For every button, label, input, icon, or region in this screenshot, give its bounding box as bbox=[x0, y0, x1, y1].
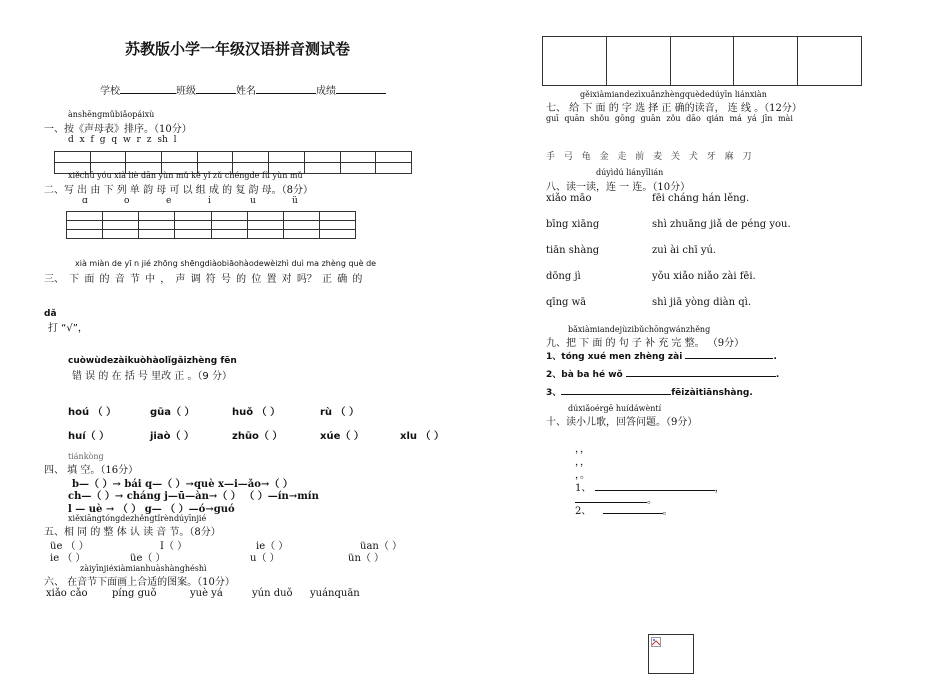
q6-words bbox=[46, 588, 370, 599]
q3-sub: 错 误 的 在 括 号 里改 正 。（9 分） bbox=[72, 371, 232, 382]
q3-item[interactable]: zhūo（ ） bbox=[232, 431, 283, 442]
q8-pinyin: dúyìdú liányīlián bbox=[596, 168, 664, 177]
q2-vowels bbox=[82, 196, 334, 206]
q1-pinyin: ànshēngmǔbiǎopáixù bbox=[68, 110, 155, 119]
q3-row1 bbox=[68, 403, 400, 418]
q6-word[interactable]: yún duǒ bbox=[252, 588, 293, 599]
q4-heading: 四、 填 空。（16分） bbox=[44, 465, 139, 476]
q1-heading: 一、按《声母表》排序。（10分） bbox=[44, 124, 192, 135]
q3-item[interactable]: jiaò（ ） bbox=[150, 431, 194, 442]
page-title: 苏教版小学一年级汉语拼音测试卷 bbox=[125, 40, 351, 58]
q10-poem-line-1: ，， bbox=[575, 444, 590, 455]
q10-answer-1-label: 1、 bbox=[575, 483, 592, 494]
vowel-e: e bbox=[166, 196, 172, 206]
q2-pinyin: xiěchū yóu xià liè dān yùn mǔ kě yǐ zǔ chéngde fù yùn mǔ bbox=[68, 171, 303, 180]
q10-answer-2: 2、 。 bbox=[575, 506, 673, 517]
q10-answer-1-cont: 。 bbox=[575, 491, 657, 506]
class-field[interactable] bbox=[196, 93, 236, 94]
q3-row2 bbox=[68, 427, 470, 442]
q5-item[interactable]: üe （ ） bbox=[50, 541, 89, 552]
q9-item-3-text: 3、 bbox=[546, 388, 562, 398]
vowel-v: ü bbox=[292, 196, 298, 206]
q3-item[interactable]: huí（ ） bbox=[68, 431, 110, 442]
q6-heading: 六、 在音节下面画上合适的图案。（10分） bbox=[44, 577, 235, 588]
q4-row1[interactable]: b—（ ）→ bái q—（ ）→què x—i—ǎo→（ ） bbox=[72, 479, 293, 490]
q4-row2[interactable]: ch—（ ）→ cháng j—ū—àn→（ ） （ ）—ín→mín bbox=[68, 491, 319, 502]
q3-item[interactable]: rù （ ） bbox=[320, 407, 360, 418]
q8-right-0[interactable]: fēi cháng hán lěng. bbox=[652, 193, 750, 204]
q9-item-3-blank[interactable] bbox=[561, 394, 671, 395]
school-field[interactable] bbox=[120, 93, 176, 94]
q8-heading: 八、读一读，连 一 连。（10分） bbox=[546, 182, 691, 193]
q3-item[interactable]: xlu （ ） bbox=[400, 431, 444, 442]
q7-pinyin: gěixiàmiandezìxuǎnzhèngquèdedúyīn liánxiàn bbox=[580, 90, 767, 99]
q10-answer-2-label: 2、 bbox=[575, 506, 592, 517]
q3-item[interactable]: hoú （ ） bbox=[68, 407, 117, 418]
q8-right-4[interactable]: shì jiā yòng diàn qì. bbox=[652, 297, 752, 308]
q6-word[interactable]: xiǎo cǎo bbox=[46, 588, 88, 599]
q5-item[interactable]: ün（ ） bbox=[348, 553, 385, 564]
q3-item[interactable]: xúe（ ） bbox=[320, 431, 364, 442]
q7-heading: 七、 给 下 面 的 字 选 择 正 确的读音， 连 线 。（12分） bbox=[546, 103, 802, 114]
q8-right-1[interactable]: shì zhuāng jiǎ de péng you. bbox=[652, 219, 791, 230]
vowel-i: i bbox=[208, 196, 211, 206]
name-field[interactable] bbox=[256, 93, 316, 94]
name-label: 姓名 bbox=[236, 86, 256, 97]
q6-pinyin: zàiyīnjiéxiàmianhuàshànghéshì bbox=[80, 564, 207, 573]
q5-item[interactable]: u（ ） bbox=[250, 553, 280, 564]
q5-item[interactable]: üan（ ） bbox=[360, 541, 403, 552]
q9-item-2: 2、bà ba hé wǒ . bbox=[546, 370, 780, 380]
q10-answer-1: 1、 ， bbox=[575, 483, 725, 494]
q5-pinyin: xiěxiāngtóngdezhěngtǐrèndúyīnjié bbox=[68, 514, 207, 523]
image-placeholder bbox=[648, 634, 694, 674]
q5-row2 bbox=[50, 549, 438, 564]
q6-word[interactable]: yuè yá bbox=[190, 588, 223, 599]
q10-pinyin: dúxiǎoérgē huídáwèntí bbox=[568, 404, 662, 413]
info-line bbox=[100, 82, 386, 97]
q10-poem-line-2: ，， bbox=[575, 457, 590, 468]
q5-item[interactable]: üe（ ） bbox=[130, 553, 166, 564]
broken-image-icon bbox=[651, 637, 661, 647]
class-label: 班级 bbox=[176, 86, 196, 97]
q9-pinyin: bǎxiàmiandejùzibǔchōngwánzhěng bbox=[568, 325, 711, 334]
q4-row3[interactable]: l — uè → （ ） g— （ ）—ó→guó bbox=[68, 504, 235, 515]
vowel-o: o bbox=[124, 196, 130, 206]
score-field[interactable] bbox=[336, 93, 386, 94]
q9-item-1-blank[interactable] bbox=[685, 358, 773, 359]
q8-left-0[interactable]: xiǎo māo bbox=[546, 193, 592, 204]
q9-item-2-blank[interactable] bbox=[626, 376, 776, 377]
q8-left-3[interactable]: dōng jì bbox=[546, 271, 581, 282]
q9-item-1-text: 1、tóng xué men zhèng zài bbox=[546, 352, 683, 362]
q2-heading: 二、写 出 由 下 列 单 韵 母 可 以 组 成 的 复 韵 母。（8分） bbox=[44, 185, 314, 196]
score-label: 成绩 bbox=[316, 86, 336, 97]
q4-pinyin: tiánkòng bbox=[68, 452, 104, 461]
q5-item[interactable]: I（ ） bbox=[160, 541, 188, 552]
vowel-a: ɑ bbox=[82, 196, 88, 206]
q8-right-3[interactable]: yǒu xiǎo niǎo zài fēi. bbox=[652, 271, 756, 282]
q9-item-1: 1、tóng xué men zhèng zài . bbox=[546, 352, 777, 362]
q8-right-2[interactable]: zuì ài chī yú. bbox=[652, 245, 717, 256]
q2-answer-grid bbox=[66, 211, 356, 239]
vowel-u: u bbox=[250, 196, 256, 206]
q3-heading: 三、 下 面 的 音 节 中 ， 声 调 符 号 的 位 置 对 吗？ 正 确 的 bbox=[44, 274, 363, 285]
q10-poem-line-3: ，。 bbox=[575, 470, 590, 481]
q6-word[interactable]: yuánquān bbox=[310, 588, 360, 599]
q10-heading: 十、读小儿歌，回答问题。（9分） bbox=[546, 417, 698, 428]
q7-chars: 手 弓 龟 金 走 前 麦 关 犬 牙 麻 刀 bbox=[546, 152, 752, 162]
q9-item-2-text: 2、bà ba hé wǒ bbox=[546, 370, 623, 380]
q3-item[interactable]: huǒ （ ） bbox=[232, 407, 281, 418]
q5-item[interactable]: ie （ ） bbox=[50, 553, 86, 564]
q9-heading: 九、把 下 面 的 句 子 补 充 完 整。 （9分） bbox=[546, 338, 745, 349]
q5-heading: 五、相 同 的 整 体 认 读 音 节。（8分） bbox=[44, 527, 221, 538]
q8-left-4[interactable]: qīng wā bbox=[546, 297, 587, 308]
q6-drawing-boxes bbox=[542, 36, 862, 86]
q9-item-3-tail: fēizàitiānshàng. bbox=[671, 388, 753, 398]
q9-item-3 bbox=[546, 385, 753, 398]
q3-da: 打 “√”， bbox=[48, 323, 88, 334]
school-label: 学校 bbox=[100, 86, 120, 97]
q1-letters: d x f g q w r z sh l bbox=[68, 135, 177, 145]
q8-left-2[interactable]: tiān shàng bbox=[546, 245, 600, 256]
q10-answer-2-blank[interactable] bbox=[603, 513, 663, 514]
q7-syllables: guī quān shǒu gōng guān zǒu dāo qián má yá jīn mài bbox=[546, 114, 793, 123]
q3-da-pinyin: dǎ bbox=[44, 309, 57, 319]
q8-left-1[interactable]: bīng xiāng bbox=[546, 219, 600, 230]
q3-item[interactable]: gūa（ ） bbox=[150, 407, 195, 418]
q3-pinyin: xià miàn de yī n jié zhōng shēngdiàobiāohàodewèizhì duì ma zhèng què de bbox=[75, 259, 377, 268]
q3-sub-pinyin: cuòwùdezàikuòhàolǐgǎizhèng fēn bbox=[68, 356, 237, 366]
q6-word[interactable]: píng guǒ bbox=[112, 588, 157, 599]
q5-item[interactable]: ie（ ） bbox=[256, 541, 289, 552]
